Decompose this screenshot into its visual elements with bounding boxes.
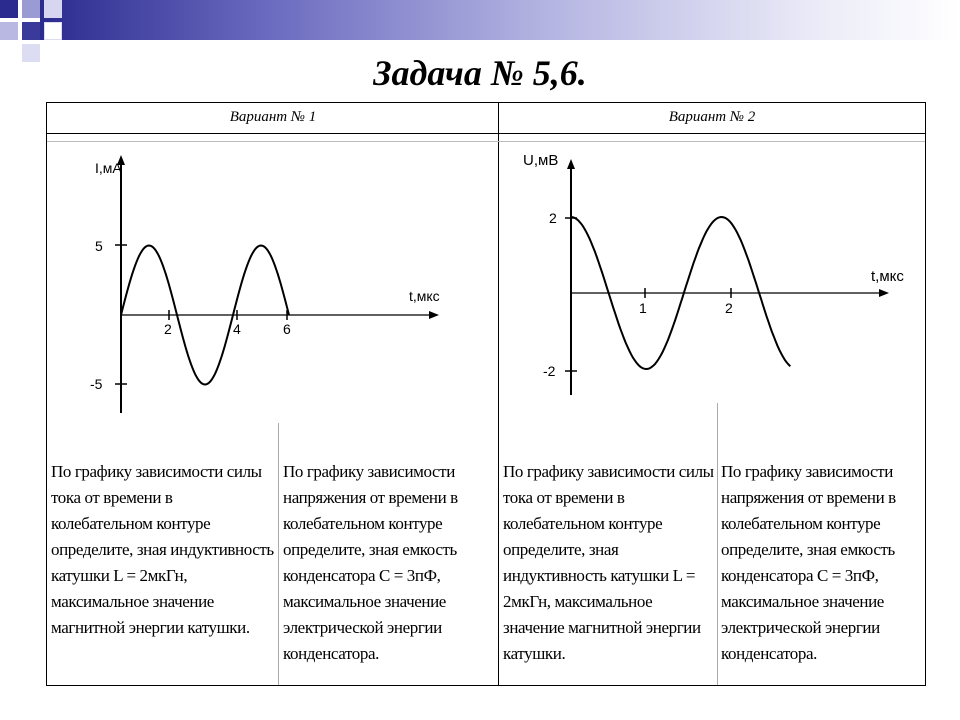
decorative-square — [22, 0, 40, 18]
x-axis-arrow-icon — [879, 289, 889, 297]
x-tick-label: 1 — [639, 300, 647, 316]
task-table — [46, 102, 926, 686]
decorative-square — [44, 0, 62, 18]
y-axis-label: U,мВ — [523, 152, 559, 169]
x-tick-label: 6 — [283, 321, 291, 337]
voltage-graph — [505, 139, 919, 403]
x-tick-label: 2 — [164, 321, 172, 337]
task-text-variant-1-current: По графику зависимости силы тока от времени в колебательном контуре определите, зная индуктивность катушки L = 2мкГн, максимальное значение магнитной энергии катушки. — [51, 462, 274, 637]
x-axis-label: t,мкс — [871, 268, 904, 285]
current-graph — [57, 151, 487, 421]
slide-title: Задача № 5,6. — [373, 53, 587, 93]
text-column-divider-right — [717, 403, 718, 685]
y-tick-label: 2 — [549, 210, 557, 226]
y-tick-label: -2 — [543, 363, 556, 379]
header-variant-2: Вариант № 2 — [668, 109, 756, 125]
x-tick-label: 4 — [233, 321, 241, 337]
header-divider — [47, 133, 925, 134]
decorative-square — [0, 22, 18, 40]
x-tick-label: 2 — [725, 300, 733, 316]
decorative-gradient-band — [40, 0, 960, 40]
x-axis-label: t,мкс — [409, 288, 440, 304]
decorative-square — [0, 0, 18, 18]
decorative-square — [44, 22, 62, 40]
x-axis-arrow-icon — [429, 311, 439, 319]
y-axis-label: I,мА — [95, 160, 122, 176]
y-axis-arrow-icon — [567, 159, 575, 169]
column-divider — [498, 103, 499, 685]
y-tick-label: 5 — [95, 238, 103, 254]
task-text-variant-2-current: По графику зависимости силы тока от времени в колебательном контуре определите, зная индуктивность катушки L = 2мкГн, максимальное значение магнитной энергии катушки. — [503, 462, 714, 663]
task-text-variant-1-voltage: По графику зависимости напряжения от времени в колебательном контуре определите, зная емкость конденсатора С = 3пФ, максимальное значение электрической энергии конденсатора. — [283, 462, 458, 663]
task-text-variant-2-voltage: По графику зависимости напряжения от времени в колебательном контуре определите, зная емкость конденсатора С = 3пФ, максимальное значение электрической энергии конденсатора. — [721, 462, 896, 663]
header-variant-1: Вариант № 1 — [229, 109, 317, 125]
text-column-divider-left — [278, 423, 279, 685]
y-tick-label: -5 — [90, 376, 103, 392]
decorative-square — [22, 22, 40, 40]
